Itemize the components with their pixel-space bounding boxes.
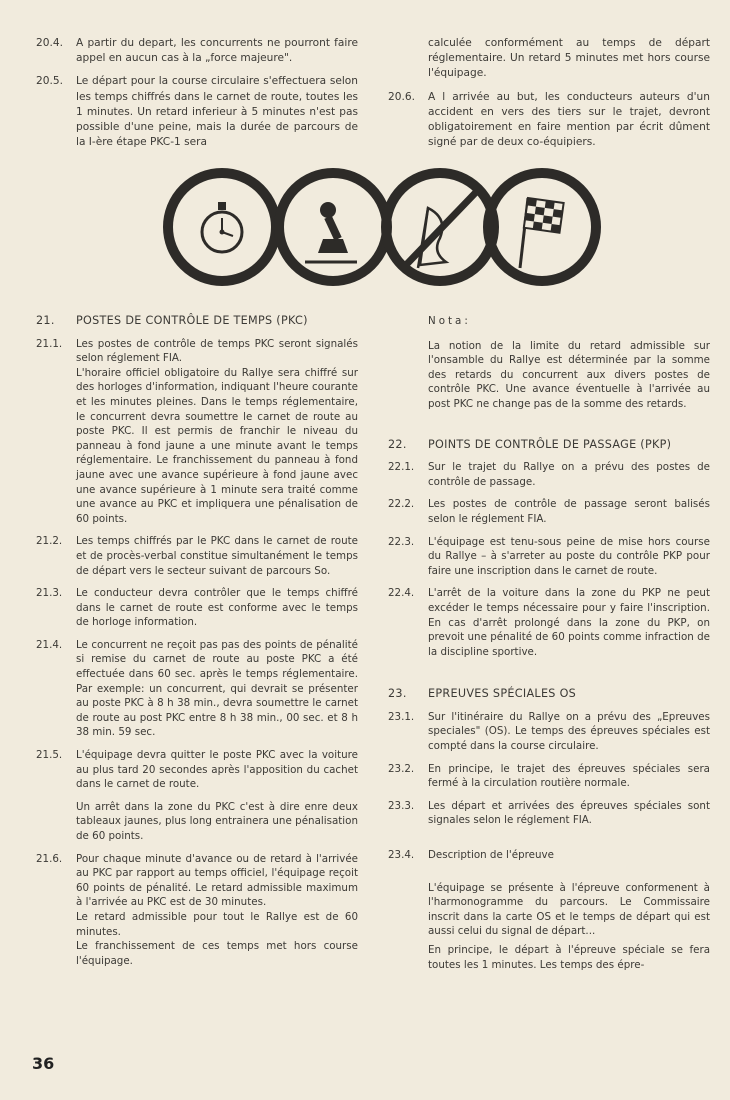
article-text: Le franchissement de ces temps met hors course l'équipage.	[76, 940, 358, 967]
article-number: 23.1.	[388, 710, 415, 723]
article-text: Les postes de contrôle de temps PKC seront signalés selon réglement FIA.	[76, 337, 358, 365]
article-21-1	[36, 337, 358, 527]
article-number: 21.2.	[36, 535, 63, 548]
stopwatch-icon	[168, 173, 276, 281]
article-text: L'équipage est tenu-sous peine de mise hors course du Rallye – à s'arreter au poste du contrôle PKP pour faire une inscription dans le carnet de route.	[428, 535, 710, 577]
checkered-flag-icon	[488, 173, 596, 281]
article-number: 20.4.	[36, 37, 63, 49]
article-20-5-continuation: calculée conformément au temps de départ réglementaire. Un retard 5 minutes met hors course l'équipage.	[428, 37, 710, 80]
article-23-3	[388, 799, 710, 828]
article-21-3	[36, 586, 358, 630]
article-text: L'horaire officiel obligatoire du Rallye sera chiffré sur des horloges d'information, indiquant l'heure courante et les minutes pleines. Dans le temps réglementaire, le concurrent devra soumettre le carnet de route au poste PKC. Il est permis de franchir le niveau du panneau à fond jaune a une minute avant le temps réglementaire. Le franchissement du panneau à fond jaune avec une avance supérieure à fond jaune avec une avance supérieure à 1 minute sera traité comme une avance au PKC et impliquera une pénalisation de 60 points.	[76, 366, 358, 525]
section-number: 21.	[36, 314, 55, 327]
right-column	[388, 314, 710, 972]
article-text: Le départ pour la course circulaire s'effectuera selon les temps chiffrés dans le carnet de route, toutes les 1 minutes. Un retard inferieur à 5 minutes n'est pas possible d'une peine, mais la durée de parcours de la I-ère étape PKC-1 sera	[76, 75, 358, 149]
section-title: EPREUVES SPÉCIALES OS	[428, 687, 577, 701]
article-number: 21.3.	[36, 587, 63, 600]
article-text: Les postes de contrôle de passage seront balisés selon le réglement FIA.	[428, 498, 710, 525]
article-22-1	[388, 460, 710, 489]
article-text: Un arrêt dans la zone du PKC c'est à dire enre deux tableaux jaunes, plus long entrainera une pénalisation de 60 points.	[76, 800, 358, 842]
rubber-stamp-icon	[279, 173, 387, 281]
article-21-4	[36, 638, 358, 740]
article-number: 23.3.	[388, 799, 415, 812]
article-23-4-body: L'équipage se présente à l'épreuve conformenent à l'harmonogramme du parcours. Le Commissaire inscrit dans la carte OS et le temps de départ qui est aussi celui du signal de départ...	[428, 881, 710, 938]
article-number: 23.4.	[388, 849, 415, 862]
article-20-4	[36, 36, 358, 66]
nota-text: La notion de la limite du retard admissible sur l'onsamble du Rallye est déterminée par la somme des retards du concurrent aux divers postes de contrôle PKC. Une avance éventuelle à l'arrivée au post PKC ne change pas de la somme des retards.	[428, 339, 710, 410]
article-23-4	[388, 848, 710, 863]
article-subtitle: Description de l'épreuve	[428, 849, 554, 862]
article-23-2	[388, 762, 710, 791]
article-text: Pour chaque minute d'avance ou de retard à l'arrivée au PKC par rapport au temps officiel, l'équipage reçoit 60 points de pénalité. Le retard admissible maximum à l'arrivée au PKC est de 30 minutes.	[76, 852, 358, 909]
section-title: POSTES DE CONTRÔLE DE TEMPS (PKC)	[76, 314, 308, 327]
article-text: A partir du depart, les concurrents ne pourront faire appel en aucun cas à la „force majeure".	[76, 37, 358, 65]
section-22-heading	[388, 438, 710, 453]
article-number: 21.1.	[36, 337, 63, 350]
article-22-3	[388, 535, 710, 579]
article-number: 23.2.	[388, 762, 415, 775]
article-text: Le conducteur devra contrôler que le temps chiffré dans le carnet de route est conforme avec le temps de horloge information.	[76, 587, 358, 629]
article-23-4-body: En principe, le départ à l'épreuve spéciale se fera toutes les 1 minutes. Les temps des épre-	[428, 944, 710, 971]
article-text: En principe, le trajet des épreuves spéciales sera fermé à la circulation routière normale.	[428, 762, 710, 790]
article-text: Sur le trajet du Rallye on a prévu des postes de contrôle de passage.	[428, 461, 710, 488]
article-22-2	[388, 497, 710, 526]
article-text: L'équipage devra quitter le poste PKC avec la voiture au plus tard 20 secondes après l'apposition du cachet dans le carnet de route.	[76, 749, 358, 791]
article-text: L'arrêt de la voiture dans la zone du PKP ne peut excéder le temps nécessaire pour y faire l'inscription. En cas d'arrêt prolongé dans la zone du PKP, on prevoit une pénalité de 60 points comme infraction de la discipline sportive.	[428, 587, 710, 658]
article-number: 22.1.	[388, 461, 415, 474]
article-text: Sur l'itinéraire du Rallye on a prévu des „Epreuves speciales" (OS). Le temps des épreuves spéciales est compté dans la course circulaire.	[428, 710, 710, 753]
article-number: 21.6.	[36, 852, 63, 865]
control-signs-illustration	[0, 160, 730, 300]
article-22-4	[388, 586, 710, 659]
page-number: 36	[32, 1054, 55, 1073]
article-21-6	[36, 852, 358, 969]
article-number: 22.4.	[388, 587, 415, 600]
article-number: 22.3.	[388, 535, 415, 548]
article-text: Le retard admissible pour tout le Rallye est de 60 minutes.	[76, 910, 358, 938]
article-text: A l arrivée au but, les conducteurs auteurs d'un accident en vers des tiers sur le trajet, devront obligatoirement en faire mention par écrit dûment signé par de deux co-équipiers.	[428, 90, 710, 149]
top-left-column	[36, 36, 358, 158]
article-number: 22.2.	[388, 498, 415, 511]
article-number: 21.5.	[36, 749, 63, 762]
article-number: 20.5.	[36, 75, 63, 88]
crossed-flag-icon	[386, 173, 494, 281]
section-title: POINTS DE CONTRÔLE DE PASSAGE (PKP)	[428, 437, 672, 451]
section-21-heading	[36, 314, 358, 329]
article-20-6	[388, 90, 710, 151]
article-21-5	[36, 748, 358, 844]
left-column	[36, 314, 358, 976]
article-23-1	[388, 710, 710, 754]
section-number: 23.	[388, 687, 407, 701]
article-number: 20.6.	[388, 90, 415, 103]
nota-label: Nota:	[428, 315, 471, 327]
article-21-2	[36, 534, 358, 578]
article-text: Les départ et arrivées des épreuves spéciales sont signales selon le réglement FIA.	[428, 799, 710, 827]
section-23-heading	[388, 687, 710, 702]
top-right-column	[388, 36, 710, 158]
section-number: 22.	[388, 437, 407, 451]
article-text: Le concurrent ne reçoit pas pas des points de pénalité si remise du carnet de route au poste PKC a été effectuée dans 60 sec. après le temps réglementaire. Par exemple: un concurrent, qui devrait se présenter au poste PKC à 8 h 38 min., devra soumettre le carnet de route au post PKC entre 8 h 38 min., 00 sec. et 8 h 38 min. 59 sec.	[76, 638, 358, 739]
article-number: 21.4.	[36, 638, 63, 651]
article-20-5	[36, 74, 358, 150]
article-text: Les temps chiffrés par le PKC dans le carnet de route et de procès-verbal constitue simultanément le temps de départ vers le secteur suivant de parcours So.	[76, 535, 358, 577]
